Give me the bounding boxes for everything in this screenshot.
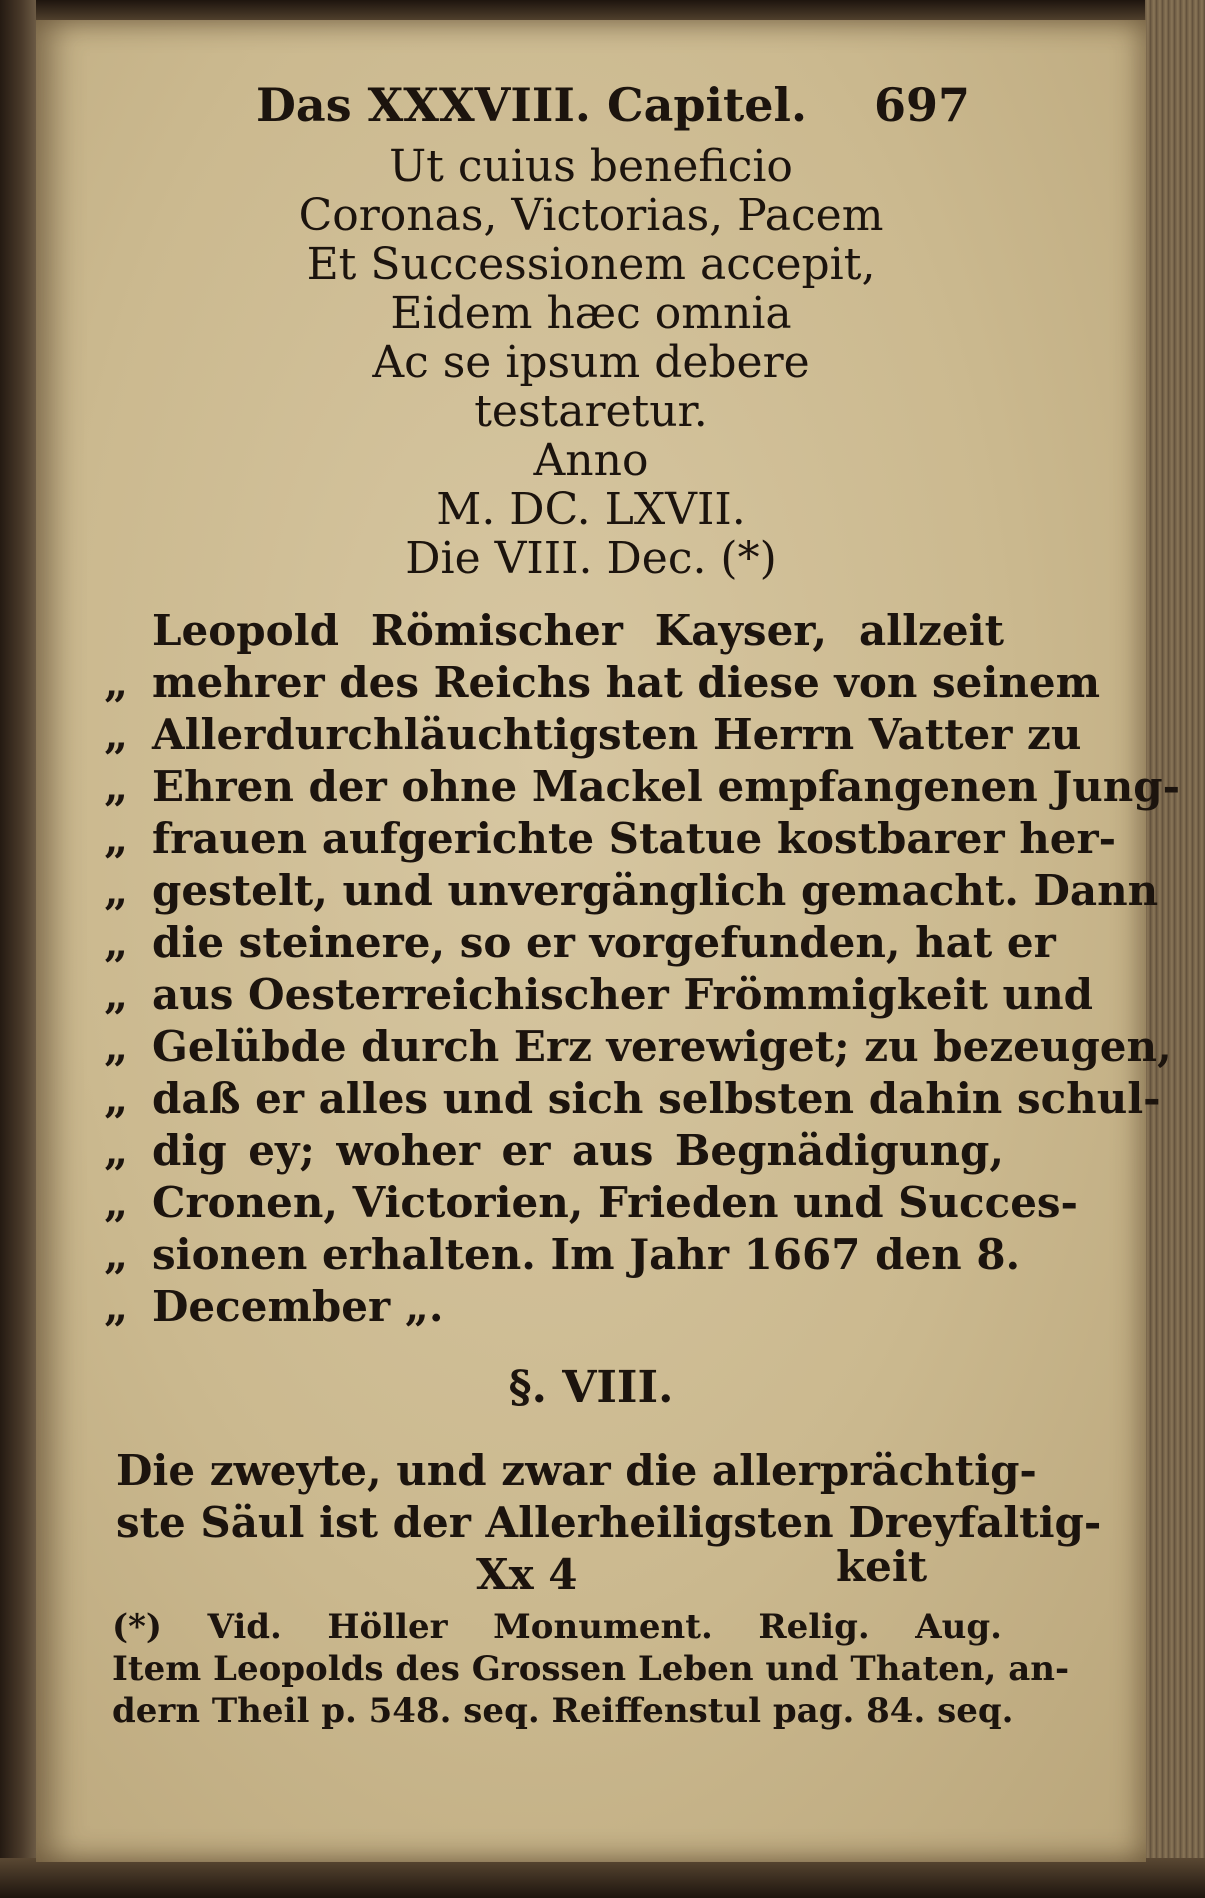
translation-text: daß er alles und sich selbsten dahin schul-	[152, 1074, 1161, 1123]
page-number: 697	[874, 78, 971, 132]
quote-mark: „	[104, 1230, 129, 1279]
translation-text: sionen erhalten. Im Jahr 1667 den 8.	[152, 1230, 1021, 1279]
quote-mark: „	[104, 1282, 129, 1331]
inscription-line: testaretur.	[474, 386, 708, 437]
signature-mark: Xx 4	[476, 1550, 578, 1599]
book-gutter	[0, 0, 36, 1898]
translation-line	[104, 970, 1093, 1019]
quote-mark: „	[104, 1022, 129, 1071]
quote-mark: „	[104, 814, 129, 863]
translation-text: December „.	[152, 1282, 444, 1331]
translation-line	[104, 1022, 1172, 1071]
translation-text: frauen aufgerichte Statue kostbarer her-	[152, 814, 1117, 863]
inscription-line: Anno	[533, 435, 649, 486]
translation-line	[104, 1282, 1004, 1331]
footnote-line: Item Leopolds des Grossen Leben und Thaten, an-	[112, 1649, 1070, 1689]
inscription-line: Eidem hæc omnia	[390, 288, 792, 339]
translation-text: Allerdurchläuchtigsten Herrn Vatter zu	[152, 710, 1082, 759]
translation-line	[104, 710, 1082, 759]
quote-mark: „	[104, 658, 129, 707]
quote-mark: „	[104, 918, 129, 967]
translation-text: gestelt, und unvergänglich gemacht. Dann	[152, 866, 1159, 915]
translation-line	[104, 814, 1117, 863]
inscription-line: Coronas, Victorias, Pacem	[298, 190, 884, 241]
book-top-edge	[0, 0, 1205, 22]
section-heading: §. VIII.	[508, 1362, 674, 1413]
quote-mark: „	[104, 762, 129, 811]
book-page	[36, 20, 1181, 1862]
book-bottom-edge	[0, 1858, 1205, 1898]
quote-mark: „	[104, 970, 129, 1019]
quote-mark: „	[104, 1178, 129, 1227]
footnote-line: dern Theil p. 548. seq. Reiffenstul pag. 84. seq.	[112, 1691, 1014, 1731]
translation-line	[104, 866, 1159, 915]
translation-line	[104, 1230, 1021, 1279]
translation-text: dig ey; woher er aus Begnädigung,	[152, 1126, 1004, 1175]
translation-text: Ehren der ohne Mackel empfangenen Jung-	[152, 762, 1181, 811]
translation-line: Leopold Römischer Kayser, allzeit	[152, 606, 1004, 655]
translation-text: aus Oesterreichischer Frömmigkeit und	[152, 970, 1093, 1019]
quote-mark: „	[104, 710, 129, 759]
inscription-line: Ac se ipsum debere	[372, 337, 810, 388]
paragraph-line: Die zweyte, und zwar die allerprächtig-	[116, 1446, 1037, 1495]
inscription-line: M. DC. LXVII.	[436, 484, 746, 535]
translation-text: mehrer des Reichs hat diese von seinem	[152, 658, 1101, 707]
inscription-line: Ut cuius beneficio	[389, 141, 793, 192]
translation-line	[104, 918, 1056, 967]
quote-mark: „	[104, 1074, 129, 1123]
inscription-line: Die VIII. Dec. (*)	[405, 533, 777, 584]
translation-line	[104, 1178, 1078, 1227]
translation-text: die steinere, so er vorgefunden, hat er	[152, 918, 1056, 967]
footnote-line: (*) Vid. Höller Monument. Relig. Aug.	[112, 1607, 1002, 1647]
translation-line	[104, 1126, 1004, 1175]
paragraph-line: ste Säul ist der Allerheiligsten Dreyfaltig-	[116, 1498, 1102, 1547]
translation-line	[104, 1074, 1161, 1123]
translation-text: Cronen, Victorien, Frieden und Succes-	[152, 1178, 1078, 1227]
chapter-title: Das XXXVIII. Capitel.	[256, 78, 808, 132]
book-page-edges	[1145, 0, 1205, 1898]
translation-line	[104, 762, 1181, 811]
translation-line	[104, 658, 1101, 707]
quote-mark: „	[104, 1126, 129, 1175]
quote-mark: „	[104, 866, 129, 915]
translation-text: Gelübde durch Erz verewiget; zu bezeugen,	[152, 1022, 1172, 1071]
catchword: keit	[836, 1542, 928, 1591]
inscription-line: Et Successionem accepit,	[306, 239, 876, 290]
